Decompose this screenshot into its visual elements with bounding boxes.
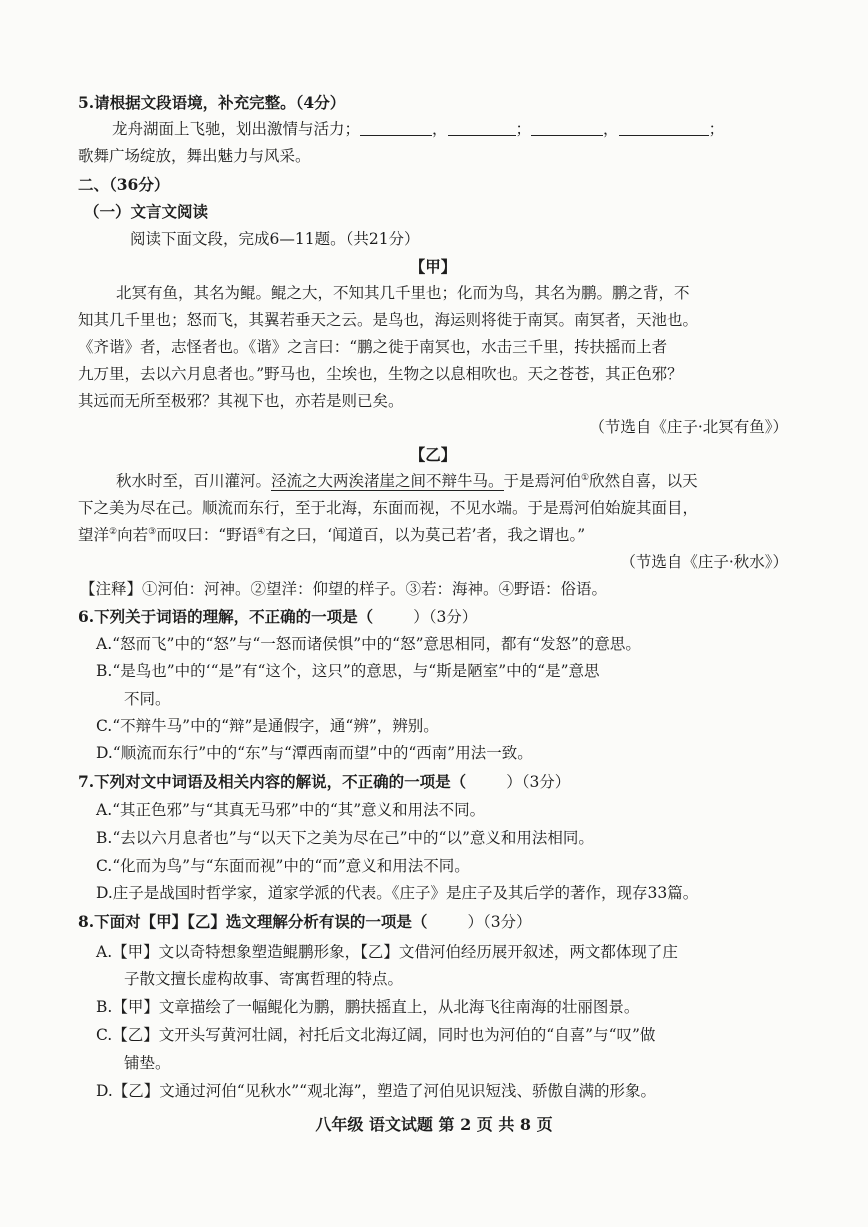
section-heading: 二、（36分） [78,175,170,194]
page-footer: 八年级 语文试题 第 2 页 共 8 页 [315,1115,553,1134]
q7-score: ）（3分） [506,773,571,791]
passage-jia-line: 其远而无所至极邪？其视下也，亦若是则已矣。 [78,392,404,410]
passage-jia-source: （节选自《庄子·北冥有鱼》） [589,418,788,436]
q5-line2: 歌舞广场绽放，舞出魅力与风采。 [78,147,311,165]
passage-yi-text: 而叹曰：“野语 [156,526,258,544]
q5-sep-4: ； [708,120,725,138]
q5-title: 5.请根据文段语境，补充完整。（4分） [78,93,346,112]
q6-stem [78,603,788,631]
q5-sep-1: ， [432,120,448,138]
q6-option-b: B.“是鸟也”中的‘“是”有“这个，这只”的意思，与“斯是陋室”中的“是”意思 [96,662,600,680]
subsection-heading: （一）文言文阅读 [84,202,209,221]
note-marker: ② [109,526,118,537]
q6-option-b-cont: 不同。 [124,690,171,708]
passage-yi-source: （节选自《庄子·秋水》） [620,553,788,571]
passage-yi-label: 【乙】 [409,445,457,464]
reading-instruction: 阅读下面文段，完成6—11题。（共21分） [130,230,420,248]
q8-score: ）（3分） [467,913,532,931]
note-marker: ③ [148,526,157,537]
passage-yi-line1 [116,468,788,495]
q8-option-c-cont: 铺垫。 [124,1054,171,1072]
passage-jia-line: 九万里，去以六月息者也。”野马也，尘埃也，生物之以息相吹也。天之苍苍，其正色邪？ [78,365,683,383]
q7-option-b: B.“去以六月息者也”与“以天下之美为尽在己”中的“以”意义和用法相同。 [96,829,594,847]
q5-blank-1[interactable] [360,121,432,136]
q7-option-d: D.庄子是战国时哲学家，道家学派的代表。《庄子》是庄子及其后学的著作，现存33篇。 [96,884,699,902]
annotation-notes: 【注释】①河伯：河神。②望洋：仰望的样子。③若：海神。④野语：俗语。 [80,580,608,598]
q8-stem-text: 8.下面对【甲】【乙】选文理解分析有误的一项是（ [78,912,428,931]
note-marker: ④ [257,526,266,537]
q5-blank-4[interactable] [619,121,709,136]
passage-jia-label: 【甲】 [409,257,457,276]
q6-option-d: D.“顺流而东行”中的“东”与“潭西南而望”中的“西南”用法一致。 [96,744,533,762]
passage-jia-line: 《齐谐》者，志怪者也。《谐》之言曰：“鹏之徙于南冥也，水击三千里，抟扶摇而上者 [78,338,668,356]
passage-yi-text: 有之曰，‘闻道百，以为莫己若’者，我之谓也。” [265,526,586,544]
passage-yi-text: 向若 [117,526,149,544]
q8-option-c: C.【乙】文开头写黄河壮阔，衬托后文北海辽阔，同时也为河伯的“自喜”与“叹”做 [96,1026,656,1044]
q6-option-c: C.“不辩牛马”中的“辩”是通假字，通“辨”，辨别。 [96,717,439,735]
q5-line1 [112,116,724,143]
q8-option-d: D.【乙】文通过河伯“见秋水”“观北海”，塑造了河伯见识短浅、骄傲自满的形象。 [96,1082,657,1100]
passage-yi-text: 望洋 [78,526,110,544]
q8-option-b: B.【甲】文章描绘了一幅鲲化为鹏，鹏扶摇直上，从北海飞往南海的壮丽图景。 [96,998,640,1016]
note-marker: ① [581,472,590,483]
q5-blank-2[interactable] [448,121,516,136]
q6-option-a: A.“怒而飞”中的“怒”与“一怒而诸侯惧”中的“怒”意思相同，都有“发怒”的意思。 [96,635,641,653]
passage-yi-text: 于是焉河伯 [503,472,582,490]
q8-option-a-cont: 子散文擅长虚构故事、寄寓哲理的特点。 [124,970,404,988]
passage-jia-line: 知其几千里也；怒而飞，其翼若垂天之云。是鸟也，海运则将徙于南冥。南冥者，天池也。 [78,311,699,329]
passage-yi-line2: 下之美为尽在己。顺流而东行，至于北海，东面而视，不见水端。于是焉河伯始旋其面目， [78,499,699,517]
q7-option-c: C.“化而为鸟”与“东面而视”中的“而”意义和用法不同。 [96,857,470,875]
q5-sep-2: ； [515,120,532,138]
q8-stem [78,908,788,936]
q5-sep-3: ， [603,120,619,138]
q7-option-a: A.“其正色邪”与“其真无马邪”中的“其”意义和用法不同。 [96,801,486,819]
q7-stem-text: 7.下列对文中词语及相关内容的解说，不正确的一项是（ [78,772,467,791]
passage-yi-text: 秋水时至，百川灌河。 [116,472,272,490]
underlined-sentence: 泾流之大两涘渚崖之间不辩牛马。 [271,472,504,490]
passage-yi-text: 欣然自喜，以天 [589,472,698,490]
passage-jia-line: 北冥有鱼，其名为鲲。鲲之大，不知其几千里也；化而为鸟，其名为鹏。鹏之背，不 [116,284,690,302]
q6-stem-text: 6.下列关于词语的理解，不正确的一项是（ [78,607,374,626]
q6-score: ）（3分） [413,608,478,626]
passage-yi-line3 [78,522,788,549]
q7-stem [78,768,788,796]
q5-line1-text: 龙舟湖面上飞驰，划出激情与活力； [112,120,361,138]
q5-blank-3[interactable] [531,121,603,136]
q8-option-a: A.【甲】文以奇特想象塑造鲲鹏形象，【乙】文借河伯经历展开叙述，两文都体现了庄 [96,943,678,961]
